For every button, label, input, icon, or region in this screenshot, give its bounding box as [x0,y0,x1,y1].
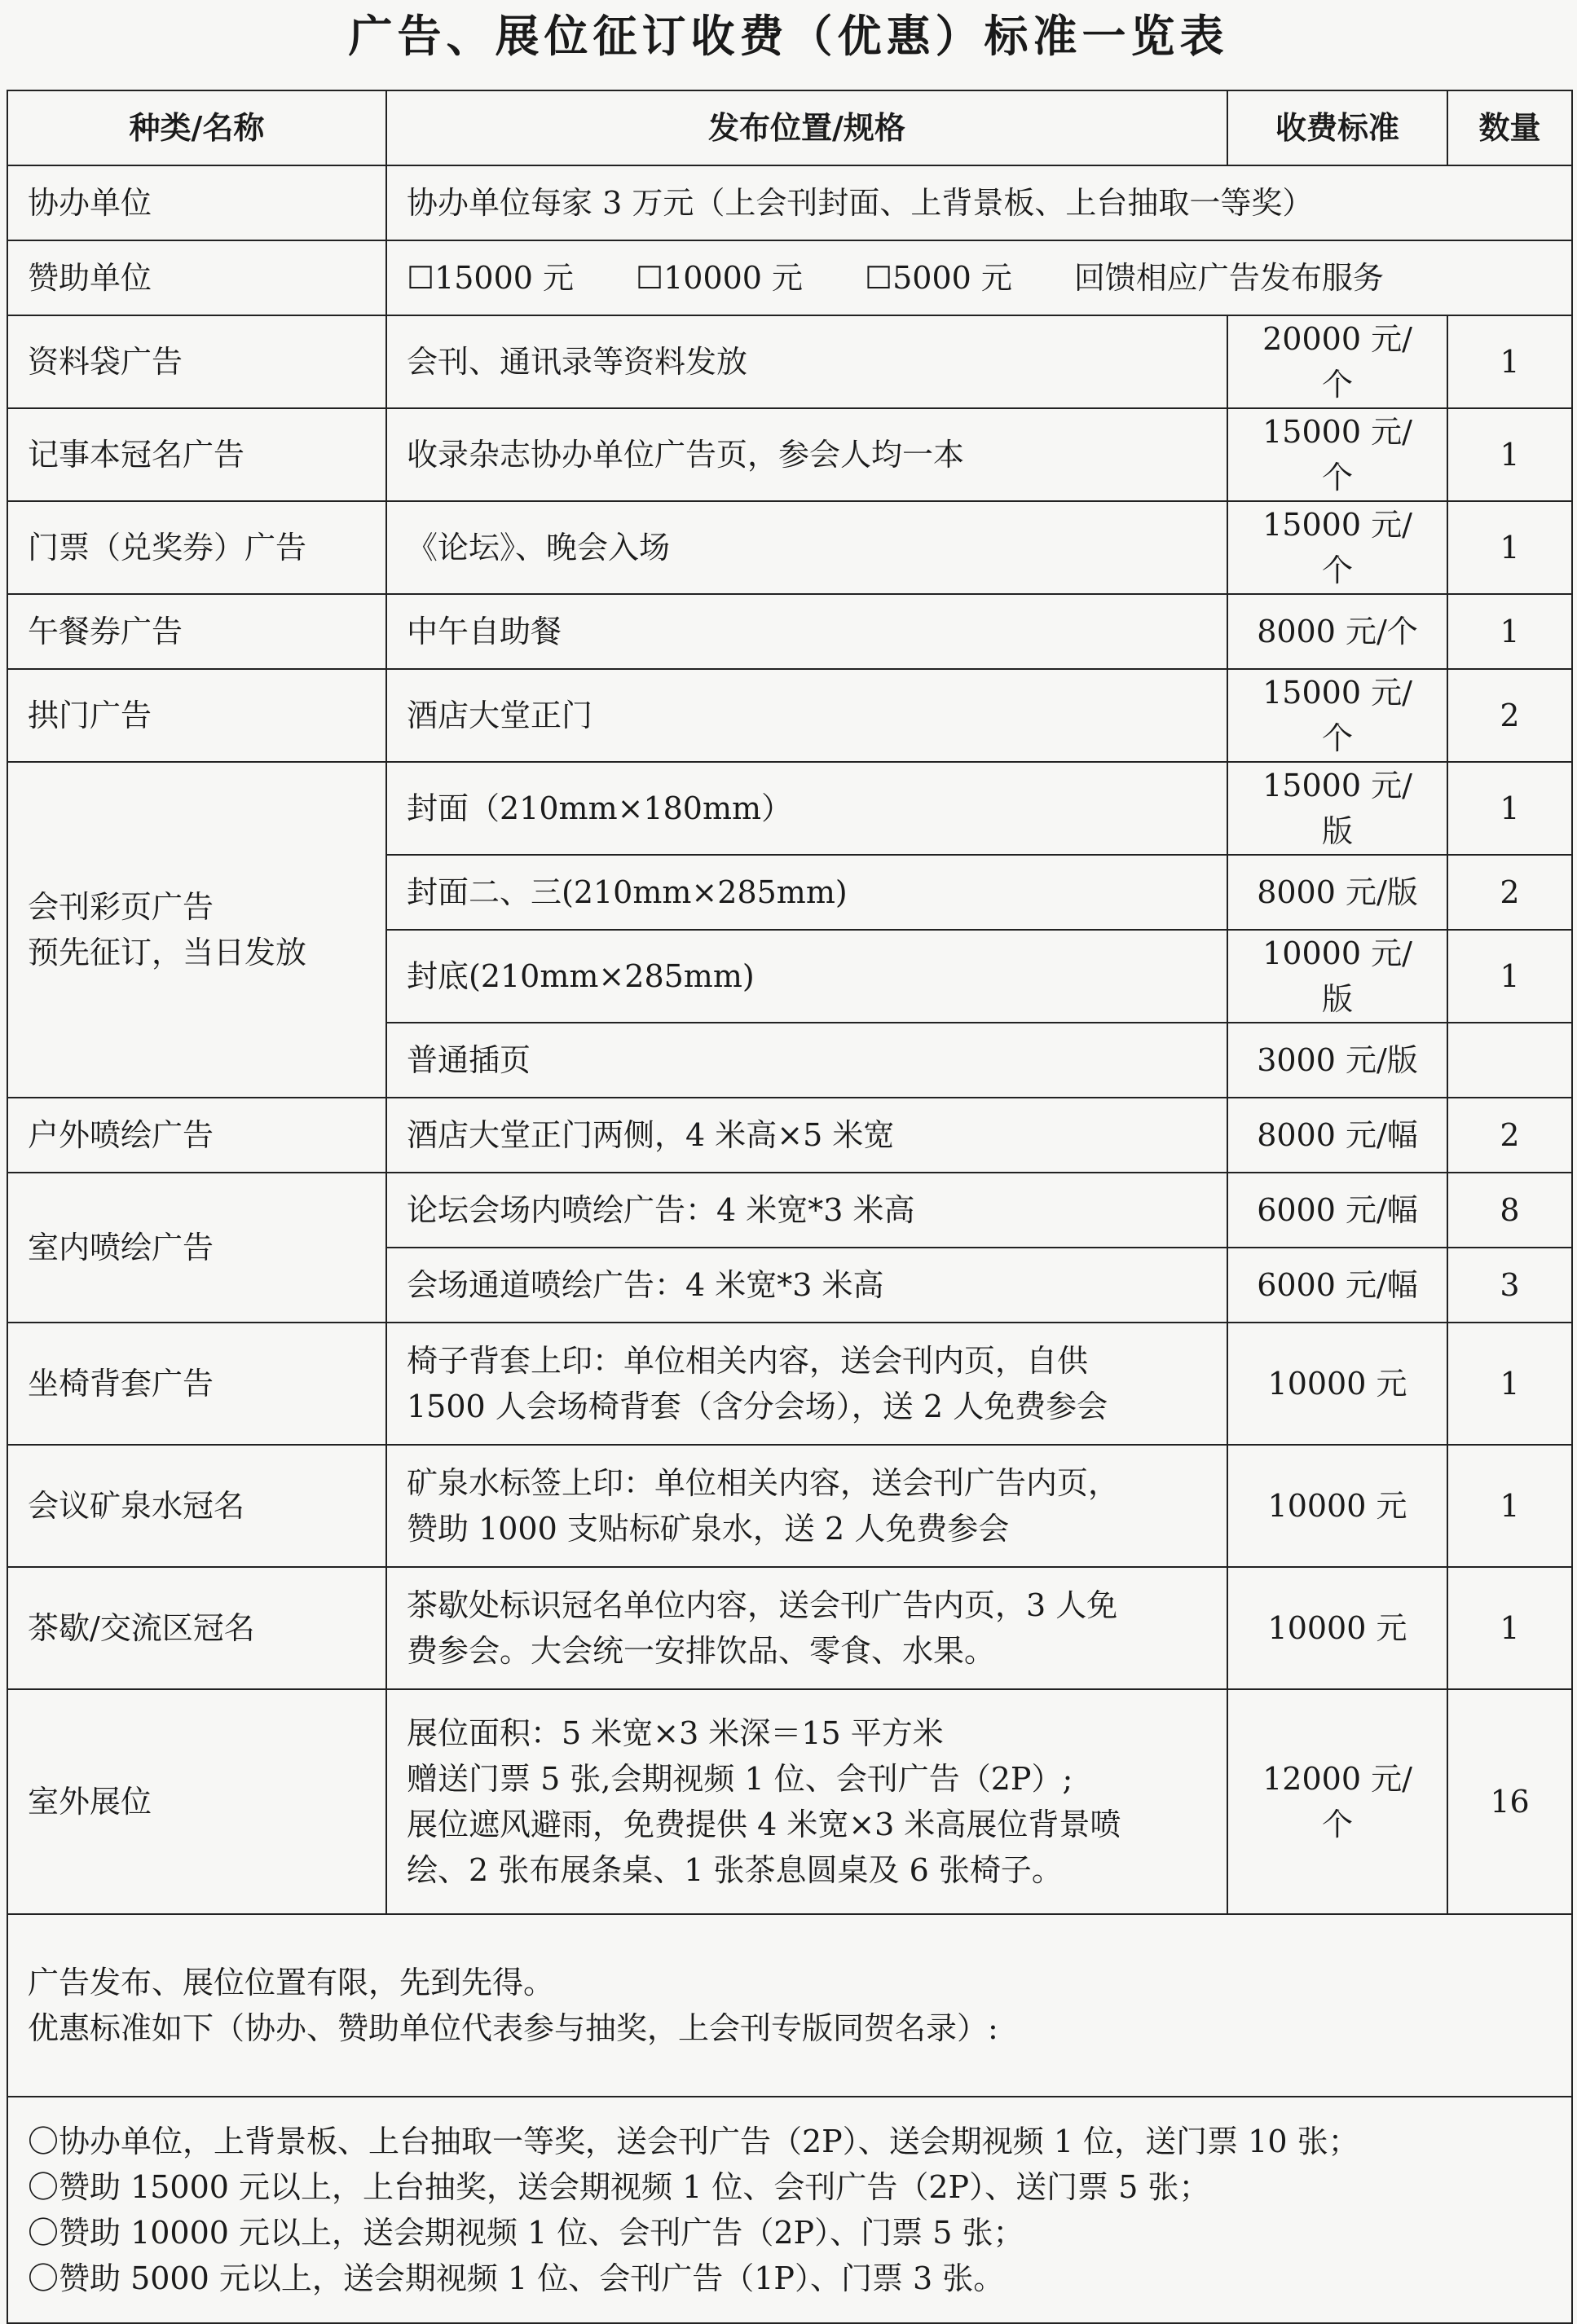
category-line: 会刊彩页广告 [28,889,214,925]
category-cell: 拱门广告 [7,669,386,762]
notes-cell [7,1914,1572,2097]
fee-cell: 15000 元/版 [1227,762,1447,855]
notes-row [7,1914,1572,2097]
benefit-item: 〇协办单位，上背景板、上台抽取一等奖，送会刊广告（2P）、送会期视频 1 位，送门票 10 张； [28,2124,1359,2159]
description-cell: 封面（210mm×180mm） [386,762,1227,855]
fee-cell: 8000 元/幅 [1227,1098,1447,1173]
description-line: 赞助 1000 支贴标矿泉水，送 2 人免费参会 [407,1511,1010,1547]
table-row [7,1567,1572,1689]
description-line: 茶歇处标识冠名单位内容，送会刊广告内页，3 人免 [407,1587,1118,1623]
note-line: 广告发布、展位位置有限，先到先得。 [28,1965,555,2000]
description-cell [386,1445,1227,1567]
benefit-item: 〇赞助 5000 元以上，送会期视频 1 位、会刊广告（1P）、门票 3 张。 [28,2260,1005,2296]
description-cell: 会场通道喷绘广告：4 米宽*3 米高 [386,1248,1227,1323]
fee-cell: 20000 元/个 [1227,315,1447,408]
benefits-row [7,2097,1572,2323]
qty-cell: 1 [1447,315,1572,408]
qty-cell: 2 [1447,855,1572,930]
table-row [7,1098,1572,1173]
category-line: 预先征订，当日发放 [28,935,307,971]
category-cell: 记事本冠名广告 [7,408,386,501]
qty-cell: 1 [1447,762,1572,855]
table-row [7,1173,1572,1248]
fee-cell: 10000 元 [1227,1323,1447,1445]
description-line: 赠送门票 5 张,会期视频 1 位、会刊广告（2P）; [407,1761,1073,1797]
fee-table [7,90,1573,2324]
qty-cell: 2 [1447,669,1572,762]
table-row [7,315,1572,408]
qty-cell: 1 [1447,1445,1572,1567]
description-cell: 会刊、通讯录等资料发放 [386,315,1227,408]
category-cell [7,762,386,1098]
table-row [7,408,1572,501]
benefits-cell [7,2097,1572,2323]
fee-cell: 15000 元/个 [1227,669,1447,762]
description-cell: 中午自助餐 [386,594,1227,669]
header-qty: 数量 [1447,90,1572,165]
fee-cell: 8000 元/个 [1227,594,1447,669]
fee-cell: 15000 元/个 [1227,408,1447,501]
table-header-row [7,90,1572,165]
table-row [7,669,1572,762]
category-cell: 协办单位 [7,165,386,240]
fee-cell: 10000 元/版 [1227,930,1447,1023]
description-line: 椅子背套上印：单位相关内容，送会刊内页，自供 [407,1343,1089,1379]
fee-cell: 12000 元/个 [1227,1689,1447,1914]
fee-cell: 8000 元/版 [1227,855,1447,930]
table-row [7,594,1572,669]
fee-cell: 15000 元/个 [1227,501,1447,594]
description-cell: ☐15000 元 ☐10000 元 ☐5000 元 回馈相应广告发布服务 [386,240,1572,315]
fee-cell: 10000 元 [1227,1445,1447,1567]
description-cell: 收录杂志协办单位广告页，参会人均一本 [386,408,1227,501]
description-cell [386,1689,1227,1914]
header-fee: 收费标准 [1227,90,1447,165]
table-row [7,501,1572,594]
benefit-item: 〇赞助 10000 元以上，送会期视频 1 位、会刊广告（2P）、门票 5 张； [28,2215,1024,2251]
header-category: 种类/名称 [7,90,386,165]
description-line: 矿泉水标签上印：单位相关内容，送会刊广告内页， [407,1465,1120,1501]
description-line: 1500 人会场椅背套（含分会场），送 2 人免费参会 [407,1389,1108,1424]
category-cell: 会议矿泉水冠名 [7,1445,386,1567]
qty-cell: 2 [1447,1098,1572,1173]
qty-cell: 1 [1447,930,1572,1023]
description-line: 展位面积：5 米宽×3 米深＝15 平方米 [407,1715,944,1751]
description-cell [386,1567,1227,1689]
qty-cell [1447,1023,1572,1098]
qty-cell: 1 [1447,408,1572,501]
category-cell: 午餐券广告 [7,594,386,669]
description-line: 费参会。大会统一安排饮品、零食、水果。 [407,1633,996,1669]
description-cell: 酒店大堂正门 [386,669,1227,762]
table-row [7,762,1572,855]
description-cell [386,1323,1227,1445]
qty-cell: 1 [1447,594,1572,669]
benefit-item: 〇赞助 15000 元以上，上台抽奖，送会期视频 1 位、会刊广告（2P）、送门票 5 张； [28,2169,1210,2205]
fee-cell: 6000 元/幅 [1227,1173,1447,1248]
header-position: 发布位置/规格 [386,90,1227,165]
description-line: 展位遮风避雨，免费提供 4 米宽×3 米高展位背景喷 [407,1807,1121,1842]
table-row [7,165,1572,240]
description-cell: 协办单位每家 3 万元（上会刊封面、上背景板、上台抽取一等奖） [386,165,1572,240]
table-row [7,1445,1572,1567]
table-row [7,1323,1572,1445]
category-cell: 户外喷绘广告 [7,1098,386,1173]
description-cell: 《论坛》、晚会入场 [386,501,1227,594]
category-cell: 室内喷绘广告 [7,1173,386,1323]
qty-cell: 1 [1447,1567,1572,1689]
category-cell: 资料袋广告 [7,315,386,408]
fee-cell: 10000 元 [1227,1567,1447,1689]
page-title: 广告、展位征订收费（优惠）标准一览表 [348,11,1229,62]
description-cell: 封面二、三(210mm×285mm) [386,855,1227,930]
description-cell: 封底(210mm×285mm) [386,930,1227,1023]
qty-cell: 3 [1447,1248,1572,1323]
fee-cell: 3000 元/版 [1227,1023,1447,1098]
description-line: 绘、2 张布展条桌、1 张茶息圆桌及 6 张椅子。 [407,1852,1063,1888]
category-cell: 茶歇/交流区冠名 [7,1567,386,1689]
qty-cell: 1 [1447,1323,1572,1445]
qty-cell: 16 [1447,1689,1572,1914]
category-cell: 坐椅背套广告 [7,1323,386,1445]
description-cell: 酒店大堂正门两侧，4 米高×5 米宽 [386,1098,1227,1173]
fee-cell: 6000 元/幅 [1227,1248,1447,1323]
description-cell: 普通插页 [386,1023,1227,1098]
description-cell: 论坛会场内喷绘广告：4 米宽*3 米高 [386,1173,1227,1248]
note-line: 优惠标准如下（协办、赞助单位代表参与抽奖，上会刊专版同贺名录）: [28,2010,998,2046]
table-row [7,240,1572,315]
category-cell: 门票（兑奖券）广告 [7,501,386,594]
qty-cell: 1 [1447,501,1572,594]
category-cell: 赞助单位 [7,240,386,315]
category-cell: 室外展位 [7,1689,386,1914]
table-row [7,1689,1572,1914]
qty-cell: 8 [1447,1173,1572,1248]
